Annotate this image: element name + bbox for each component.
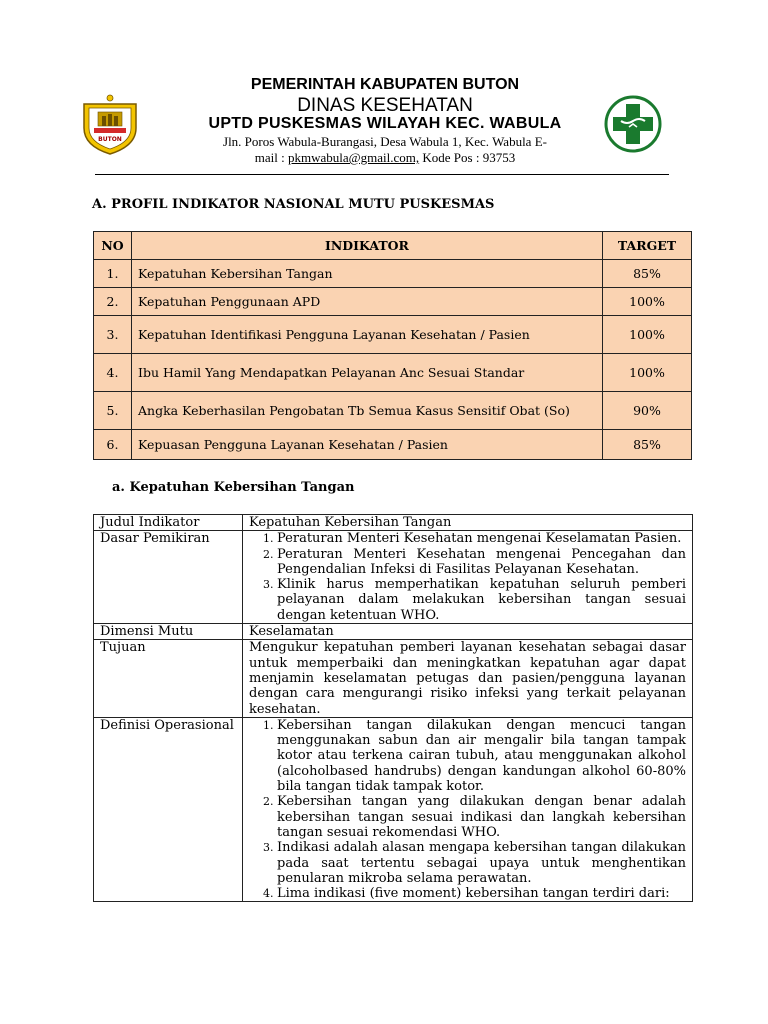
row-indikator: Angka Keberhasilan Pengobatan Tb Semua Kasus Sensitif Obat (So) (132, 392, 603, 430)
row-indikator: Kepatuhan Kebersihan Tangan (132, 260, 603, 288)
detail-row-dasar (94, 531, 693, 624)
table-row (94, 288, 692, 316)
row-no: 4. (94, 354, 132, 392)
header-indikator: INDIKATOR (132, 232, 603, 260)
row-target: 100% (603, 316, 692, 354)
email-link[interactable]: pkmwabula@gmail.com, (288, 150, 420, 165)
definisi-value (243, 717, 693, 902)
header-target: TARGET (603, 232, 692, 260)
table-row (94, 316, 692, 354)
row-indikator: Kepuasan Pengguna Layanan Kesehatan / Pasien (132, 430, 603, 460)
row-target: 100% (603, 288, 692, 316)
tujuan-value: Mengukur kepatuhan pemberi layanan kesehatan sebagai dasar untuk memperbaiki dan meningkatkan kepatuhan agar dapat menjamin keselamatan petugas dan pasien/pengguna layanan dengan cara mengurangi risiko infeksi yang terkait pelayanan kesehatan. (243, 640, 693, 717)
buton-regency-logo (78, 94, 142, 156)
letterhead-department: DINAS KESEHATAN (297, 95, 473, 116)
detail-row-judul (94, 515, 693, 531)
list-item: 3. Indikasi adalah alasan mengapa kebersihan tangan dilakukan pada saat tertentu sebagai upaya untuk menghentikan penularan mikroba selama perawatan. (277, 840, 686, 886)
table-row (94, 430, 692, 460)
table-header-row (94, 232, 692, 260)
row-target: 85% (603, 430, 692, 460)
list-item: 1. Peraturan Menteri Kesehatan mengenai Keselamatan Pasien. (277, 531, 686, 546)
dasar-value (243, 531, 693, 624)
row-no: 5. (94, 392, 132, 430)
list-item: 1. Kebersihan tangan dilakukan dengan mencuci tangan menggunakan sabun dan air mengalir bila tangan tampak kotor atau terkena cairan tubuh, atau menggunakan alkohol (alcoholbased handrubs) dengan kandungan alkohol 60-80% bila tangan tidak tampak kotor. (277, 718, 686, 794)
logo-left-label: BUTON (98, 136, 122, 143)
definisi-list (249, 718, 686, 902)
judul-value: Kepatuhan Kebersihan Tangan (243, 515, 693, 531)
postal-code: Kode Pos : 93753 (419, 150, 516, 165)
row-indikator: Kepatuhan Penggunaan APD (132, 288, 603, 316)
profile-indicator-table (93, 231, 692, 460)
list-item: 4. Lima indikasi (five moment) kebersihan tangan terdiri dari: (277, 886, 686, 901)
dimensi-label: Dimensi Mutu (94, 624, 243, 640)
detail-row-definisi (94, 717, 693, 902)
subsection-a-heading: a. Kepatuhan Kebersihan Tangan (112, 480, 355, 495)
list-item: 3. Klinik harus memperhatikan kepatuhan seluruh pemberi pelayanan dalam melakukan kebersihan tangan sesuai dengan ketentuan WHO. (277, 577, 686, 623)
tujuan-label: Tujuan (94, 640, 243, 717)
row-no: 6. (94, 430, 132, 460)
address-line-1: Jln. Poros Wabula-Burangasi, Desa Wabula 1, Kec. Wabula E- (223, 134, 547, 149)
list-item: 2. Peraturan Menteri Kesehatan mengenai Pencegahan dan Pengendalian Infeksi di Fasilitas Pelayanan Kesehatan. (277, 547, 686, 578)
header-no: NO (94, 232, 132, 260)
letterhead-institution: UPTD PUSKESMAS WILAYAH KEC. WABULA (208, 115, 562, 132)
table-row (94, 354, 692, 392)
row-target: 90% (603, 392, 692, 430)
row-target: 85% (603, 260, 692, 288)
letterhead-divider (95, 174, 669, 175)
row-no: 1. (94, 260, 132, 288)
judul-label: Judul Indikator (94, 515, 243, 531)
section-a-heading: A. PROFIL INDIKATOR NASIONAL MUTU PUSKESMAS (92, 197, 495, 212)
detail-row-dimensi (94, 624, 693, 640)
row-indikator: Ibu Hamil Yang Mendapatkan Pelayanan Anc Sesuai Standar (132, 354, 603, 392)
row-indikator: Kepatuhan Identifikasi Pengguna Layanan Kesehatan / Pasien (132, 316, 603, 354)
letterhead-government: PEMERINTAH KABUPATEN BUTON (250, 76, 520, 93)
row-no: 2. (94, 288, 132, 316)
dasar-list (249, 531, 686, 623)
table-row (94, 392, 692, 430)
row-target: 100% (603, 354, 692, 392)
indicator-detail-table (93, 514, 693, 902)
letterhead-address (160, 134, 610, 166)
list-item: 2. Kebersihan tangan yang dilakukan dengan benar adalah kebersihan tangan sesuai indikasi dan langkah kebersihan tangan sesuai rekomendasi WHO. (277, 794, 686, 840)
puskesmas-logo (603, 95, 663, 153)
email-prefix: mail : (254, 150, 289, 165)
definisi-label: Definisi Operasional (94, 717, 243, 902)
row-no: 3. (94, 316, 132, 354)
table-row (94, 260, 692, 288)
detail-row-tujuan (94, 640, 693, 717)
dasar-label: Dasar Pemikiran (94, 531, 243, 624)
dimensi-value: Keselamatan (243, 624, 693, 640)
address-line-2 (160, 150, 610, 166)
